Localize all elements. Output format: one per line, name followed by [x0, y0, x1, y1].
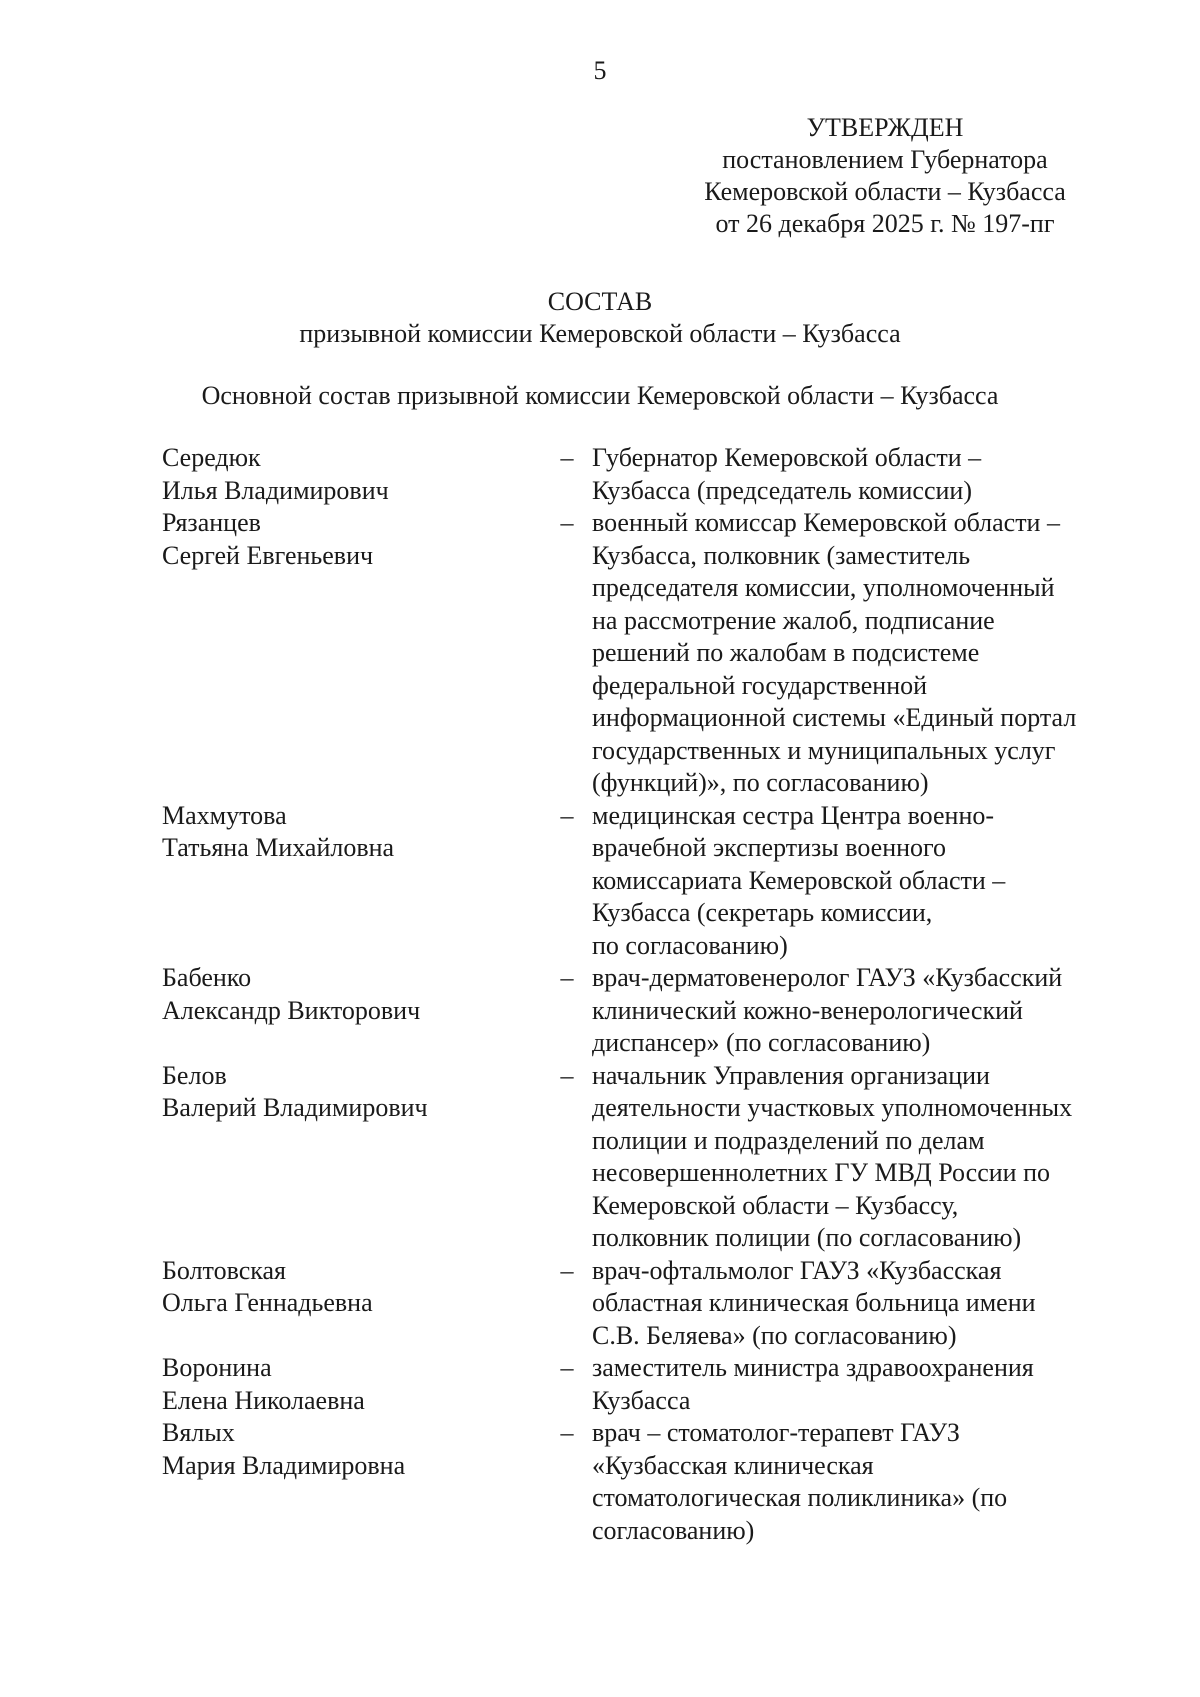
member-role: [592, 1060, 1132, 1255]
section-heading: Основной состав призывной комиссии Кемеровской области – Кузбасса: [201, 381, 999, 410]
member-surname: Рязанцев: [162, 508, 261, 537]
member-role-line: военный комиссар Кемеровской области –: [592, 508, 1060, 537]
member-given-names: Мария Владимировна: [162, 1450, 406, 1480]
member-row: [162, 962, 1132, 1060]
member-surname: Белов: [162, 1060, 227, 1090]
member-role-line: диспансер» (по согласованию): [592, 1028, 931, 1057]
member-role-line: полиции и подразделений по делам: [592, 1125, 985, 1155]
member-name: [162, 1417, 542, 1547]
member-role-line: федеральной государственной: [592, 670, 928, 700]
member-role-line: врач – стоматолог-терапевт ГАУЗ: [592, 1418, 960, 1447]
member-role-line: Кузбасса (секретарь комиссии,: [592, 898, 933, 927]
member-role-line: на рассмотрение жалоб, подписание: [592, 605, 995, 635]
member-role-line: председателя комиссии, уполномоченный: [592, 573, 1055, 602]
member-name: [162, 1255, 542, 1353]
member-row: [162, 442, 1132, 507]
member-role: [592, 800, 1132, 963]
member-row: [162, 800, 1132, 963]
member-name: [162, 962, 542, 1060]
document-title: [0, 286, 1200, 350]
member-role-line: полковник полиции (по согласованию): [592, 1223, 1022, 1252]
member-name: [162, 1060, 542, 1255]
title-line-composition: СОСТАВ: [547, 287, 653, 316]
member-role-line: государственных и муниципальных услуг: [592, 735, 1056, 765]
member-role: [592, 507, 1132, 800]
member-dash: –: [560, 1353, 574, 1382]
member-name: [162, 1352, 542, 1417]
member-role-line: Губернатор Кемеровской области –: [592, 443, 982, 472]
approval-line-region: Кемеровской области – Кузбасса: [704, 177, 1066, 206]
member-role-line: врач-офтальмолог ГАУЗ «Кузбасская: [592, 1255, 1002, 1285]
member-role-line: Кузбасса: [592, 1385, 691, 1415]
member-surname: Болтовская: [162, 1255, 286, 1285]
title-line-commission: призывной комиссии Кемеровской области – Кузбасса: [299, 319, 901, 348]
member-role-line: Кузбасса (председатель комиссии): [592, 475, 972, 505]
member-role: [592, 1255, 1132, 1353]
member-role-line: врачебной экспертизы военного: [592, 833, 947, 862]
member-role-line: согласованию): [592, 1515, 755, 1545]
member-role-line: клинический кожно-венерологический: [592, 995, 1023, 1025]
member-surname: Середюк: [162, 443, 261, 472]
member-dash: –: [560, 1060, 574, 1090]
member-role-line: заместитель министра здравоохранения: [592, 1353, 1034, 1382]
member-role-line: Кемеровской области – Кузбассу,: [592, 1190, 959, 1220]
member-dash: –: [560, 1255, 574, 1285]
member-surname: Вялых: [162, 1418, 235, 1447]
member-role-line: несовершеннолетних ГУ МВД России по: [592, 1158, 1050, 1187]
member-dash: –: [560, 508, 574, 537]
member-role-line: стоматологическая поликлиника» (по: [592, 1483, 1008, 1512]
member-surname: Бабенко: [162, 963, 252, 992]
member-dash: –: [560, 443, 574, 472]
member-role-line: деятельности участковых уполномоченных: [592, 1093, 1073, 1122]
member-role-line: по согласованию): [592, 930, 788, 960]
member-given-names: Ольга Геннадьевна: [162, 1288, 373, 1317]
member-role-line: областная клиническая больница имени: [592, 1288, 1036, 1317]
approval-line-date: от 26 декабря 2025 г. № 197-пг: [715, 209, 1055, 238]
member-given-names: Александр Викторович: [162, 995, 421, 1025]
member-role-line: начальник Управления организации: [592, 1060, 990, 1090]
members-list: [162, 442, 1132, 1547]
member-role-line: (функций)», по согласованию): [592, 768, 929, 797]
member-role-line: Кузбасса, полковник (заместитель: [592, 540, 971, 570]
member-surname: Воронина: [162, 1353, 272, 1382]
member-dash: –: [560, 1418, 574, 1447]
member-role: [592, 962, 1132, 1060]
member-role-line: комиссариата Кемеровской области –: [592, 865, 1006, 895]
member-row: [162, 507, 1132, 800]
member-name: [162, 507, 542, 800]
approval-line-approved: УТВЕРЖДЕН: [806, 113, 964, 142]
member-surname: Махмутова: [162, 800, 287, 830]
member-role: [592, 1417, 1132, 1547]
member-role-line: решений по жалобам в подсистеме: [592, 638, 980, 667]
member-dash: –: [560, 800, 574, 830]
member-given-names: Валерий Владимирович: [162, 1093, 428, 1122]
member-row: [162, 1255, 1132, 1353]
member-given-names: Сергей Евгеньевич: [162, 540, 374, 570]
member-role-line: медицинская сестра Центра военно-: [592, 800, 995, 830]
member-name: [162, 800, 542, 963]
member-given-names: Татьяна Михайловна: [162, 833, 395, 862]
member-row: [162, 1417, 1132, 1547]
member-role: [592, 1352, 1132, 1417]
member-given-names: Елена Николаевна: [162, 1385, 365, 1415]
approval-block: [650, 112, 1120, 240]
member-role-line: врач-дерматовенеролог ГАУЗ «Кузбасский: [592, 963, 1063, 992]
member-row: [162, 1352, 1132, 1417]
member-row: [162, 1060, 1132, 1255]
member-role-line: С.В. Беляева» (по согласованию): [592, 1320, 957, 1350]
member-role: [592, 442, 1132, 507]
page-number: 5: [593, 56, 607, 85]
approval-line-decree: постановлением Губернатора: [722, 145, 1048, 174]
member-name: [162, 442, 542, 507]
member-role-line: информационной системы «Единый портал: [592, 703, 1077, 732]
member-given-names: Илья Владимирович: [162, 475, 389, 505]
member-dash: –: [560, 963, 574, 992]
member-role-line: «Кузбасская клиническая: [592, 1450, 874, 1480]
